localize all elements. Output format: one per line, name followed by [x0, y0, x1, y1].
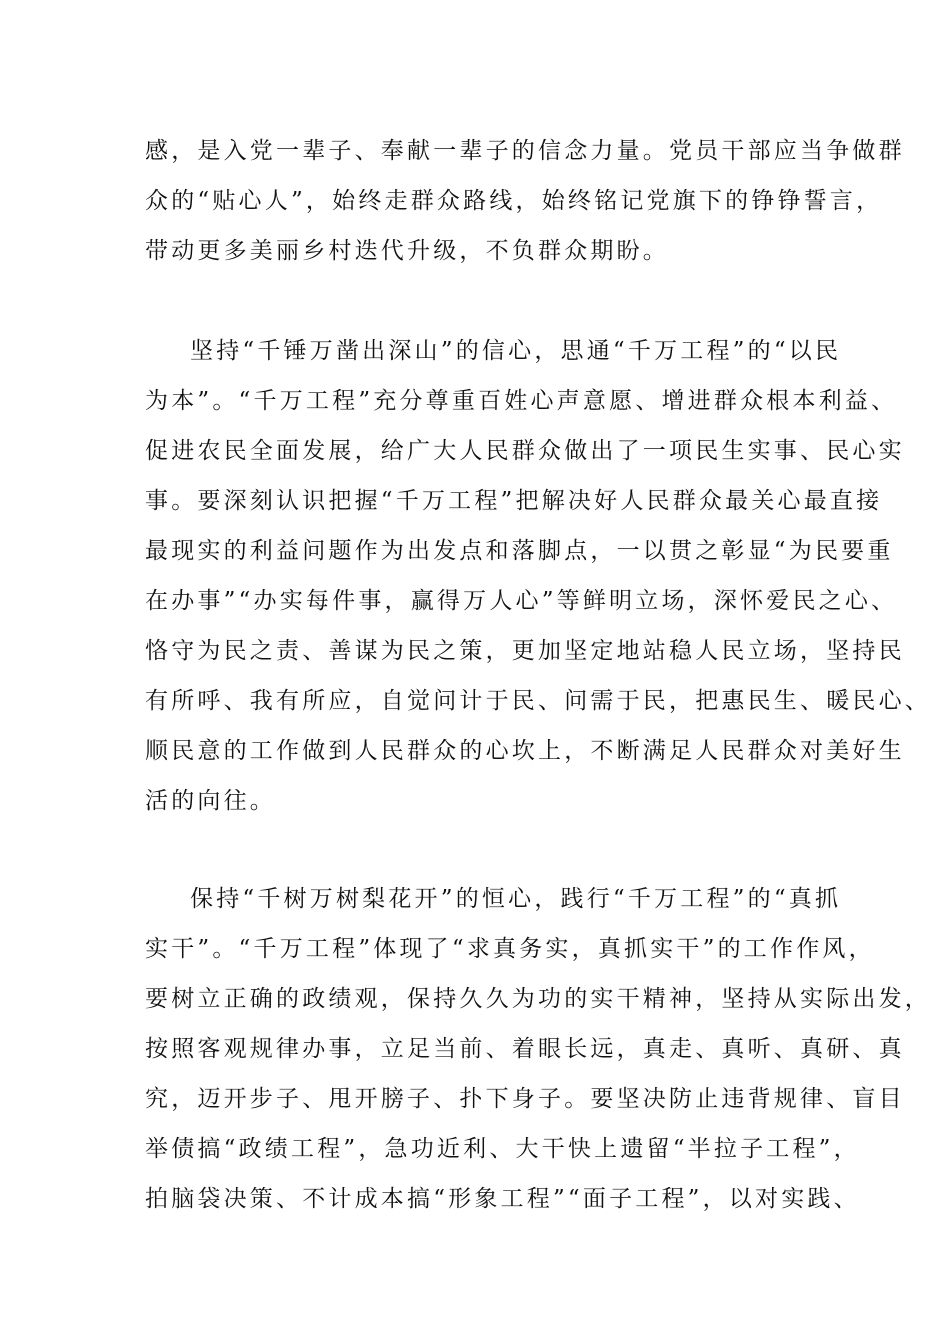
paragraph-3-line-6: 举债搞“政绩工程”，急功近利、大干快上遗留“半拉子工程”， — [145, 1136, 860, 1162]
paragraph-2-line-8: 有所呼、我有所应，自觉问计于民、问需于民，把惠民生、暖民心、 — [145, 688, 931, 714]
paragraph-2-line-6: 在办事”“办实每件事，赢得万人心”等鲜明立场，深怀爱民之心、 — [145, 588, 898, 614]
paragraph-2-line-1: 坚持“千锤万凿出深山”的信心，思通“千万工程”的“以民 — [190, 338, 842, 364]
paragraph-2-line-2: 为本”。“千万工程”充分尊重百姓心声意愿、增进群众根本利益、 — [145, 388, 898, 414]
paragraph-2-line-10: 活的向往。 — [145, 788, 276, 814]
paragraph-2-line-7: 恪守为民之责、善谋为民之策，更加坚定地站稳人民立场，坚持民 — [145, 638, 905, 664]
paragraph-2-line-9: 顺民意的工作做到人民群众的心坎上，不断满足人民群众对美好生 — [145, 738, 905, 764]
paragraph-1-line-2: 众的“贴心人”，始终走群众路线，始终铭记党旗下的铮铮誓言， — [145, 188, 883, 214]
paragraph-3-line-5: 究，迈开步子、甩开膀子、扑下身子。要坚决防止违背规律、盲目 — [145, 1086, 905, 1112]
paragraph-3-line-3: 要树立正确的政绩观，保持久久为功的实干精神，坚持从实际出发， — [145, 986, 931, 1012]
paragraph-3-line-4: 按照客观规律办事，立足当前、着眼长远，真走、真听、真研、真 — [145, 1036, 905, 1062]
paragraph-1-line-3: 带动更多美丽乡村迭代升级，不负群众期盼。 — [145, 238, 669, 264]
paragraph-2-line-5: 最现实的利益问题作为出发点和落脚点，一以贯之彰显“为民要重 — [145, 538, 894, 564]
paragraph-3-line-7: 拍脑袋决策、不计成本搞“形象工程”“面子工程”，以对实践、 — [145, 1186, 860, 1212]
paragraph-3-line-2: 实干”。“千万工程”体现了“求真务实，真抓实干”的工作作风， — [145, 936, 875, 962]
paragraph-2-line-3: 促进农民全面发展，给广大人民群众做出了一项民生实事、民心实 — [145, 438, 905, 464]
paragraph-2-line-4: 事。要深刻认识把握“千万工程”把解决好人民群众最关心最直接 — [145, 488, 883, 514]
paragraph-3-line-1: 保持“千树万树梨花开”的恒心，践行“千万工程”的“真抓 — [190, 886, 842, 912]
paragraph-1-line-1: 感，是入党一辈子、奉献一辈子的信念力量。党员干部应当争做群 — [145, 138, 905, 164]
